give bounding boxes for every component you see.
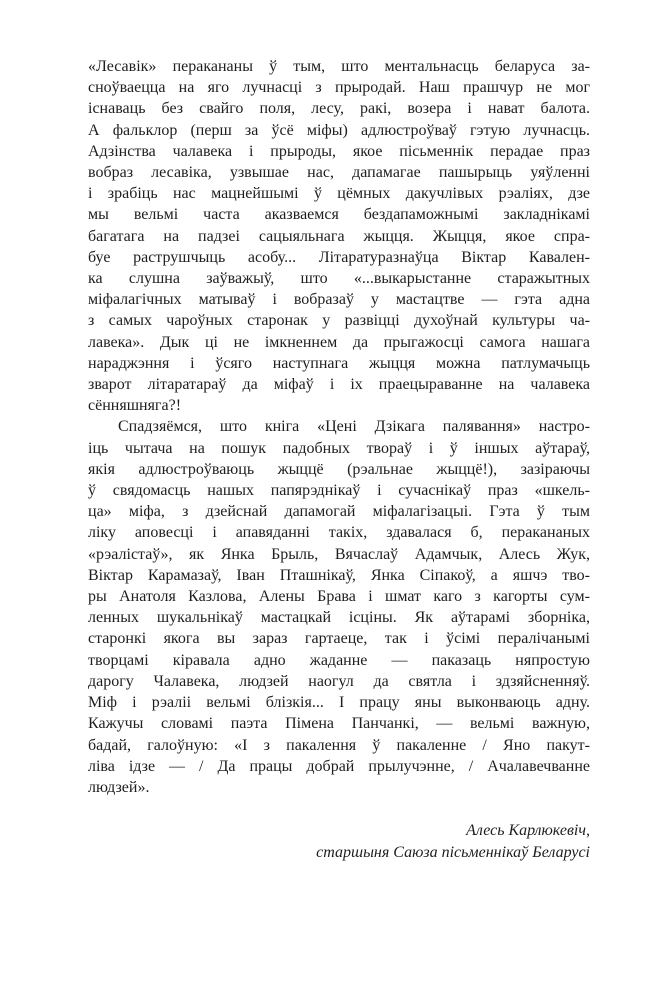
text-line: А фальклор (перш за ўсё міфы) адлюстроўваў гэтую лучнасць. <box>88 121 590 139</box>
text-line: лавека». Дык ці не імкненнем да прыгажосці самога нашага <box>88 333 590 351</box>
text-line: Віктар Карамазаў, Іван Пташнікаў, Янка Сіпакоў, а яшчэ тво- <box>88 566 590 584</box>
text-line: ленных шукальнікаў мастацкай ісціны. Як аўтарамі зборніка, <box>88 609 590 627</box>
text-line: Міф і рэаліі вельмі блізкія... І працу яны выконваюць адну. <box>88 694 590 712</box>
paragraph-2 <box>88 416 590 798</box>
text-block <box>88 56 590 863</box>
signature-role: старшыня Саюза пісьменнікаў Беларусі <box>316 843 590 861</box>
text-line: ў свядомасць нашых папярэднікаў і сучаснікаў праз «шкель- <box>88 482 590 500</box>
text-line: «Лесавік» перакананы ў тым, што ментальнасць беларуса за- <box>88 58 590 75</box>
signature-author: Алесь Карлюкевіч, <box>466 822 590 840</box>
text-line: зварот літаратараў да міфаў і іх праецыраванне на чалавека <box>88 376 590 394</box>
text-line: буе раструшчыць асобу... Літаратуразнаўца Віктар Кавален- <box>88 248 590 266</box>
text-line: ліва ідзе — / Да працы добрай прылучэнне, / Ачалавечванне <box>88 757 590 775</box>
text-line: ца» міфа, з дзейснай дапамогай міфалагізацыі. Гэта ў тым <box>88 503 590 521</box>
text-line: сноўваецца на яго лучнасці з прыродай. Наш прашчур не мог <box>88 79 590 97</box>
text-line: Спадзяёмся, што кніга «Цені Дзікага палявання» настро- <box>118 418 590 436</box>
text-line: міфалагічных матываў і вобразаў у мастацтве — гэта адна <box>88 291 590 309</box>
text-line: творцамі кіравала адно жаданне — паказаць няпростую <box>88 651 590 669</box>
text-line: якія адлюстроўваюць жыццё (рэальнае жыццё!), зазіраючы <box>88 460 590 478</box>
text-line: «рэалістаў», як Янка Брыль, Вячаслаў Адамчык, Алесь Жук, <box>88 545 590 563</box>
text-line: Кажучы словамі паэта Пімена Панчанкі, — вельмі важную, <box>88 715 590 733</box>
text-line: дарогу Чалавека, людзей наогул да святла і здзяйсненняў. <box>88 672 590 690</box>
text-line: ка слушна заўважыў, што «...выкарыстанне старажытных <box>88 270 590 288</box>
text-line: ліку аповесці і апавяданні такіх, здавалася б, перакананых <box>88 524 590 542</box>
text-line: людзей». <box>88 778 150 796</box>
text-line: вобраз лесавіка, узвышае нас, дапамагае пашырыць уяўленні <box>88 164 590 182</box>
text-line: Адзінства чалавека і прыроды, якое пісьменнік перадае праз <box>88 142 590 160</box>
text-line: бадай, галоўную: «І з пакалення ў пакаленне / Яно пакут- <box>88 736 590 754</box>
text-line: існаваць без свайго поля, лесу, ракі, возера і нават балота. <box>88 100 590 118</box>
text-line: мы вельмі часта аказваемся бездапаможнымі закладнікамі <box>88 206 590 224</box>
signature-block <box>88 799 590 863</box>
text-line: старонкі якога вы зараз гартаеце, так і ўсімі пералічанымі <box>88 630 590 648</box>
text-line: і зрабіць нас мацнейшымі ў цёмных дакучлівых рэаліях, дзе <box>88 185 590 203</box>
paragraph-1 <box>88 56 590 416</box>
text-line: багатага на падзеі сацыяльнага жыцця. Жыцця, якое спра- <box>88 227 590 245</box>
text-line: нараджэння і ўсяго наступнага жыцця можна патлумачыць <box>88 354 590 372</box>
text-line: сённяшняга?! <box>88 397 182 415</box>
text-line: з самых чароўных старонак у развіцці духоўнай культуры ча- <box>88 312 590 330</box>
text-line: іць чытача на пошук падобных твораў і ў іншых аўтараў, <box>88 439 590 457</box>
text-line: ры Анатоля Казлова, Алены Брава і шмат каго з кагорты сум- <box>88 588 590 606</box>
